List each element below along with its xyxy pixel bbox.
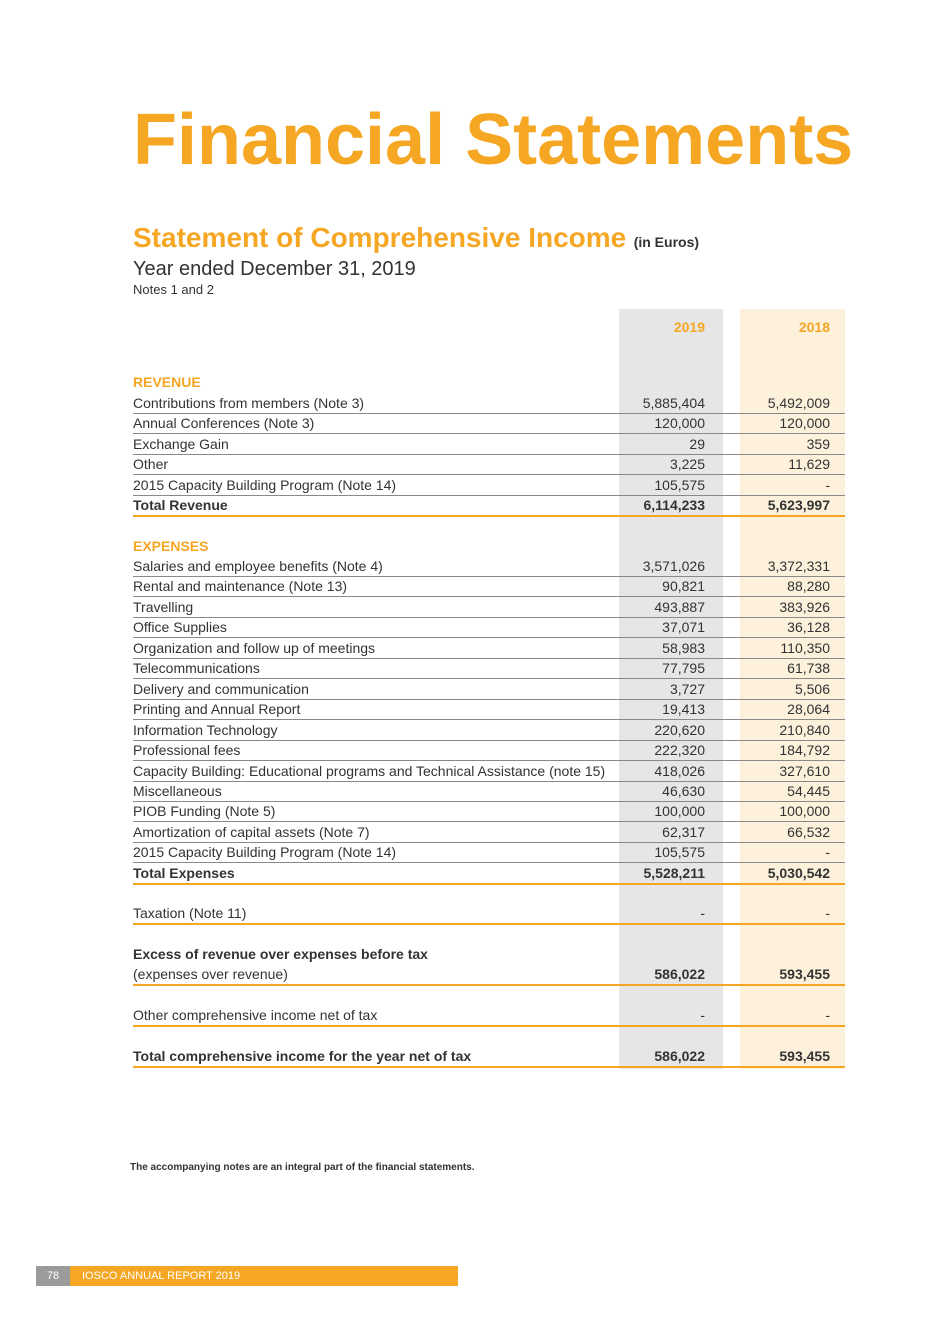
- footer-report-name: IOSCO ANNUAL REPORT 2019: [70, 1266, 458, 1286]
- other-comprehensive-income-row: [133, 1005, 845, 1027]
- column-header-2018: 2018: [798, 319, 830, 335]
- statement-title: Statement of Comprehensive Income: [133, 222, 627, 253]
- value-2018: 88,280: [787, 578, 830, 594]
- value-2018: 593,455: [779, 966, 830, 982]
- row-label: Exchange Gain: [133, 436, 229, 452]
- value-2018: 11,629: [788, 456, 830, 472]
- table-row: [133, 556, 845, 577]
- value-2019: 62,317: [662, 824, 705, 840]
- row-label: Salaries and employee benefits (Note 4): [133, 558, 383, 574]
- row-label: Capacity Building: Educational programs and Technical Assistance (note 15): [133, 763, 606, 779]
- total-expenses-row: [133, 863, 845, 885]
- value-2019: 5,885,404: [642, 395, 705, 411]
- table-row: [133, 699, 845, 720]
- row-label: Miscellaneous: [133, 783, 222, 799]
- table-row: [133, 434, 845, 455]
- value-2019: 3,571,026: [642, 558, 705, 574]
- section-label: REVENUE: [133, 374, 201, 390]
- table-row: [133, 801, 845, 822]
- row-label: Other comprehensive income net of tax: [133, 1007, 378, 1023]
- table-row: [133, 454, 845, 475]
- row-label: Total comprehensive income for the year net of tax: [133, 1048, 472, 1064]
- value-2019: 77,795: [662, 660, 705, 676]
- row-label: Contributions from members (Note 3): [133, 395, 365, 411]
- row-label: Annual Conferences (Note 3): [133, 415, 315, 431]
- table-row: [133, 393, 845, 414]
- value-2018: 36,128: [787, 619, 830, 635]
- table-row: [133, 638, 845, 659]
- row-label: Other: [133, 456, 169, 472]
- value-2019: 418,026: [654, 763, 705, 779]
- value-2019: 100,000: [654, 803, 705, 819]
- excess-row: [133, 964, 845, 986]
- excess-heading-row: [133, 944, 845, 964]
- value-2019: 58,983: [662, 640, 705, 656]
- value-2018: 184,792: [779, 742, 830, 758]
- value-2018: 383,926: [779, 599, 830, 615]
- value-2019: -: [700, 905, 705, 921]
- value-2019: 6,114,233: [643, 497, 705, 513]
- value-2019: 105,575: [654, 844, 705, 860]
- value-2019: 3,727: [669, 681, 705, 697]
- value-2018: 54,445: [787, 783, 830, 799]
- value-2018: 210,840: [779, 722, 830, 738]
- section-label: EXPENSES: [133, 538, 209, 554]
- value-2019: 586,022: [654, 966, 705, 982]
- value-2019: 19,413: [662, 701, 705, 717]
- table-row: [133, 413, 845, 434]
- row-label: Telecommunications: [133, 660, 260, 676]
- table-row: [133, 761, 845, 782]
- value-2018: 66,532: [787, 824, 830, 840]
- row-label: Amortization of capital assets (Note 7): [133, 824, 370, 840]
- currency-unit: (in Euros): [633, 234, 700, 250]
- table-row: [133, 597, 845, 618]
- value-2019: 220,620: [654, 722, 705, 738]
- row-label: Travelling: [133, 599, 194, 615]
- statement-heading: [133, 222, 699, 254]
- table-row: [133, 576, 845, 597]
- row-label: Excess of revenue over expenses before tax: [133, 946, 428, 962]
- row-label: 2015 Capacity Building Program (Note 14): [133, 844, 397, 860]
- row-label: Office Supplies: [133, 619, 227, 635]
- row-label: (expenses over revenue): [133, 966, 288, 982]
- row-label: Total Revenue: [133, 497, 228, 513]
- table-row: [133, 679, 845, 700]
- column-header-2019: 2019: [673, 319, 705, 335]
- row-label: PIOB Funding (Note 5): [133, 803, 276, 819]
- value-2019: 37,071: [662, 619, 705, 635]
- row-label: Total Expenses: [133, 865, 235, 881]
- value-2019: -: [700, 1007, 705, 1023]
- value-2018: 5,623,997: [767, 497, 830, 513]
- value-2018: 61,738: [787, 660, 830, 676]
- value-2019: 29: [689, 436, 705, 452]
- table-row: [133, 475, 845, 496]
- value-2018: 120,000: [779, 415, 830, 431]
- page-number: 78: [36, 1266, 70, 1286]
- value-2018: 100,000: [779, 803, 830, 819]
- total-comprehensive-income-row: [133, 1046, 845, 1068]
- value-2019: 105,575: [654, 477, 705, 493]
- value-2018: -: [825, 477, 830, 493]
- value-2018: -: [825, 905, 830, 921]
- value-2018: 5,030,542: [767, 865, 830, 881]
- value-2018: 5,492,009: [767, 395, 830, 411]
- value-2019: 46,630: [662, 783, 705, 799]
- table-row: [133, 842, 845, 863]
- table-row: [133, 781, 845, 802]
- table-row: [133, 822, 845, 843]
- row-label: Organization and follow up of meetings: [133, 640, 376, 656]
- row-label: Professional fees: [133, 742, 241, 758]
- value-2019: 5,528,211: [643, 865, 705, 881]
- expenses-heading: [133, 536, 845, 556]
- row-label: Printing and Annual Report: [133, 701, 301, 717]
- table-row: [133, 658, 845, 679]
- value-2019: 586,022: [654, 1048, 705, 1064]
- footnote: The accompanying notes are an integral part of the financial statements.: [130, 1162, 475, 1173]
- revenue-heading: [133, 372, 845, 392]
- total-revenue-row: [133, 495, 845, 517]
- value-2018: 5,506: [794, 681, 830, 697]
- row-label: Rental and maintenance (Note 13): [133, 578, 348, 594]
- value-2019: 493,887: [654, 599, 705, 615]
- value-2018: 359: [806, 436, 830, 452]
- row-label: Information Technology: [133, 722, 278, 738]
- value-2018: 3,372,331: [767, 558, 830, 574]
- table-row: [133, 720, 845, 741]
- value-2018: 593,455: [779, 1048, 830, 1064]
- value-2018: -: [825, 844, 830, 860]
- row-label: Taxation (Note 11): [133, 905, 247, 921]
- table-row: [133, 617, 845, 638]
- notes-reference: Notes 1 and 2: [133, 282, 214, 297]
- row-label: 2015 Capacity Building Program (Note 14): [133, 477, 397, 493]
- period-label: Year ended December 31, 2019: [133, 258, 416, 280]
- value-2019: 120,000: [654, 415, 705, 431]
- value-2018: 28,064: [787, 701, 830, 717]
- value-2019: 3,225: [669, 456, 705, 472]
- row-label: Delivery and communication: [133, 681, 309, 697]
- value-2019: 90,821: [662, 578, 705, 594]
- value-2018: 327,610: [779, 763, 830, 779]
- value-2018: -: [825, 1007, 830, 1023]
- taxation-row: [133, 903, 845, 925]
- value-2019: 222,320: [654, 742, 705, 758]
- table-row: [133, 740, 845, 761]
- value-2018: 110,350: [780, 640, 830, 656]
- page-title: Financial Statements: [133, 100, 854, 180]
